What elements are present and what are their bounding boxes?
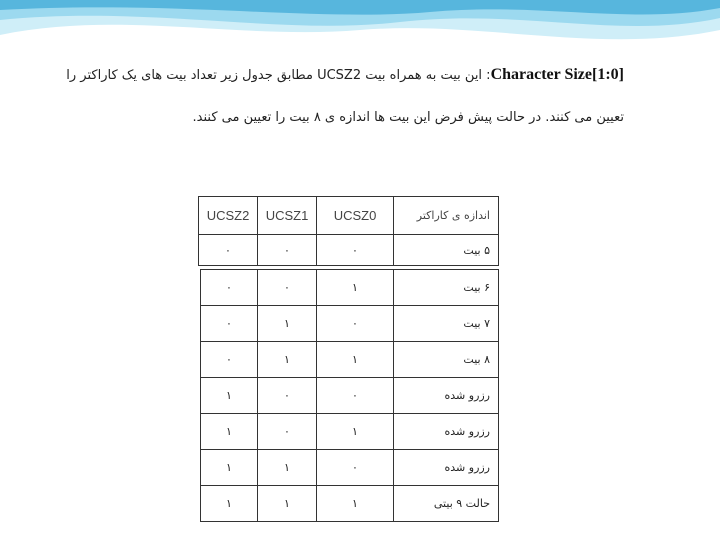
table-row bbox=[201, 450, 499, 486]
table-row bbox=[201, 486, 499, 522]
cell-ucsz1: ۰ bbox=[258, 235, 317, 266]
cell-ucsz0: ۰ bbox=[317, 306, 394, 342]
cell-ucsz2: ۱ bbox=[201, 486, 258, 522]
description-line-1-text: : این بیت به همراه بیت UCSZ2 مطابق جدول زیر تعداد بیت های یک کاراکتر را bbox=[66, 68, 491, 83]
cell-char-size: رزرو شده bbox=[394, 378, 499, 414]
char-size-table-body bbox=[200, 269, 499, 522]
cell-ucsz2: ۰ bbox=[201, 270, 258, 306]
description-line-2: تعیین می کنند. در حالت پیش فرض این بیت ها اندازه ی ۸ بیت را تعیین می کنند. bbox=[192, 110, 624, 125]
cell-ucsz0: ۱ bbox=[317, 270, 394, 306]
cell-ucsz1: ۰ bbox=[258, 378, 317, 414]
cell-char-size: رزرو شده bbox=[394, 414, 499, 450]
cell-ucsz0: ۰ bbox=[317, 378, 394, 414]
cell-char-size: ۶ بیت bbox=[394, 270, 499, 306]
cell-ucsz1: ۰ bbox=[258, 270, 317, 306]
cell-ucsz2: ۱ bbox=[201, 414, 258, 450]
header-char-size: اندازه ی کاراکتر bbox=[394, 197, 499, 235]
cell-ucsz2: ۰ bbox=[201, 342, 258, 378]
header-ucsz1: UCSZ1 bbox=[258, 197, 317, 235]
table-header-row bbox=[199, 197, 499, 235]
cell-char-size: ۵ بیت bbox=[394, 235, 499, 266]
table-row bbox=[201, 378, 499, 414]
cell-ucsz1: ۱ bbox=[258, 342, 317, 378]
cell-ucsz2: ۰ bbox=[199, 235, 258, 266]
table-row bbox=[201, 342, 499, 378]
header-ucsz0: UCSZ0 bbox=[317, 197, 394, 235]
cell-ucsz0: ۱ bbox=[317, 342, 394, 378]
cell-char-size: ۸ بیت bbox=[394, 342, 499, 378]
cell-ucsz0: ۰ bbox=[317, 450, 394, 486]
table-row bbox=[201, 270, 499, 306]
char-size-table-header bbox=[198, 196, 499, 266]
header-ucsz2: UCSZ2 bbox=[199, 197, 258, 235]
cell-ucsz0: ۱ bbox=[317, 414, 394, 450]
cell-char-size: رزرو شده bbox=[394, 450, 499, 486]
cell-ucsz0: ۱ bbox=[317, 486, 394, 522]
cell-ucsz2: ۰ bbox=[201, 306, 258, 342]
cell-char-size: حالت ۹ بیتی bbox=[394, 486, 499, 522]
table-row bbox=[201, 414, 499, 450]
field-name: Character Size[1:0] bbox=[490, 66, 624, 83]
description-line-1 bbox=[64, 66, 624, 84]
cell-ucsz0: ۰ bbox=[317, 235, 394, 266]
cell-ucsz2: ۱ bbox=[201, 450, 258, 486]
cell-ucsz1: ۱ bbox=[258, 486, 317, 522]
cell-ucsz1: ۱ bbox=[258, 306, 317, 342]
cell-char-size: ۷ بیت bbox=[394, 306, 499, 342]
table-row bbox=[199, 235, 499, 266]
cell-ucsz1: ۱ bbox=[258, 450, 317, 486]
cell-ucsz2: ۱ bbox=[201, 378, 258, 414]
cell-ucsz1: ۰ bbox=[258, 414, 317, 450]
table-row bbox=[201, 306, 499, 342]
